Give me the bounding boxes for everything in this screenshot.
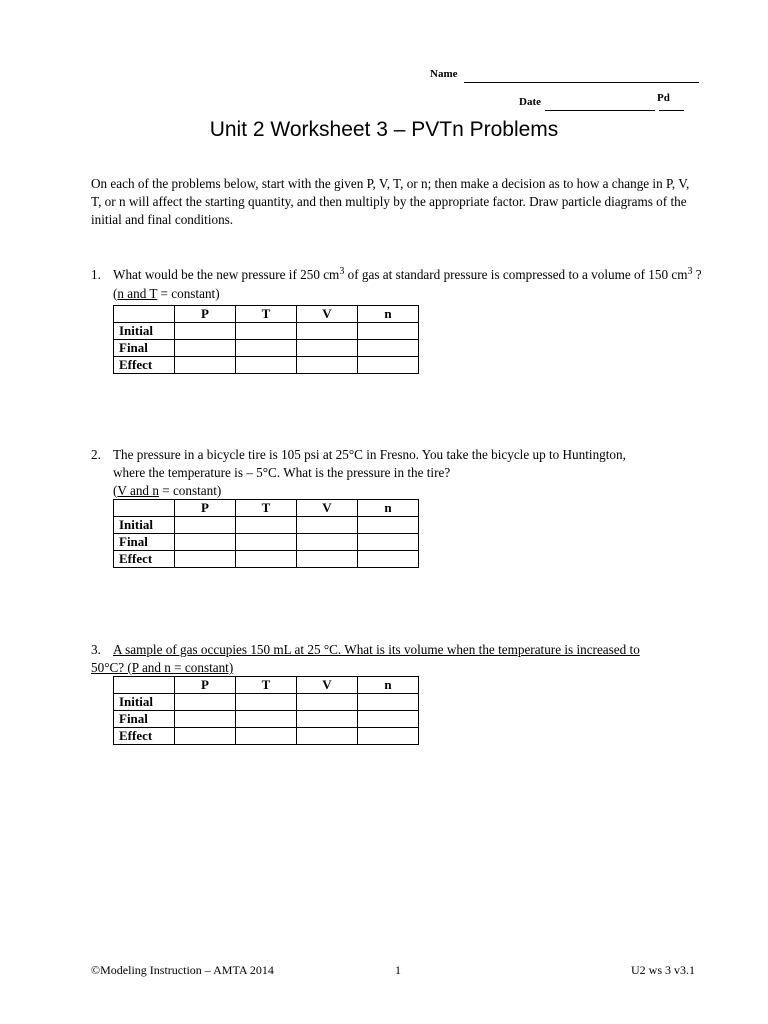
row-initial: Initial (114, 694, 175, 711)
instructions: On each of the problems below, start with the given P, V, T, or n; then make a decision as to how a change in P, V, T, or n will affect the starting quantity, and then multiply by the appropriate factor. Draw particle diagrams of the initial and final conditions. (91, 176, 690, 227)
table-row (114, 357, 419, 374)
pvtn-table-3 (113, 676, 419, 745)
row-initial: Initial (114, 517, 175, 534)
col-p: P (175, 306, 236, 323)
cell-input[interactable] (358, 711, 419, 728)
cell-input[interactable] (175, 517, 236, 534)
cell-input[interactable] (236, 323, 297, 340)
table-row (114, 534, 419, 551)
problem-text: What would be the new pressure if 250 $cm^3$ of gas at standard pressure is compressed to a volume of 150 $cm^3$ ? (n and T = constant) (113, 266, 702, 301)
page-title: Unit 2 Worksheet 3 – PVTn Problems (209, 118, 559, 141)
cell-input[interactable] (297, 551, 358, 568)
name-row (430, 64, 702, 83)
footer-right: U2 ws 3 v3.1 (631, 963, 696, 977)
cell-input[interactable] (297, 711, 358, 728)
col-v: V (297, 306, 358, 323)
col-t: T (236, 500, 297, 517)
problem-text: The pressure in a bicycle tire is 105 psi at 25°C in Fresno. You take the bicycle up to Huntington, where the temperature is – 5°C. What is the pressure in the tire? (V and n = constant) (113, 447, 626, 498)
row-final: Final (114, 534, 175, 551)
row-final: Final (114, 711, 175, 728)
cell-input[interactable] (297, 534, 358, 551)
cell-input[interactable] (175, 728, 236, 745)
problem-number: 1. (91, 267, 101, 282)
cell-input[interactable] (358, 357, 419, 374)
cell-input[interactable] (236, 534, 297, 551)
cell-input[interactable] (358, 694, 419, 711)
cell-input[interactable] (175, 694, 236, 711)
cell-input[interactable] (175, 551, 236, 568)
cell-input[interactable] (236, 517, 297, 534)
row-effect: Effect (114, 728, 175, 745)
cell-input[interactable] (236, 694, 297, 711)
col-n: n (358, 677, 419, 694)
cell-input[interactable] (175, 340, 236, 357)
table-row (114, 340, 419, 357)
col-n: n (358, 500, 419, 517)
col-v: V (297, 500, 358, 517)
problem-2 (91, 446, 711, 500)
cell-input[interactable] (236, 551, 297, 568)
col-n: n (358, 306, 419, 323)
problem-number: 3. (91, 642, 101, 657)
name-line (464, 64, 699, 83)
pd-label: Pd (657, 92, 670, 104)
row-final: Final (114, 340, 175, 357)
page-number: 1 (395, 963, 401, 977)
col-t: T (236, 306, 297, 323)
name-label: Name (430, 68, 458, 80)
table-row (114, 694, 419, 711)
cell-input[interactable] (175, 711, 236, 728)
problem-number: 2. (91, 447, 101, 462)
cell-input[interactable] (175, 534, 236, 551)
cell-input[interactable] (297, 728, 358, 745)
cell-input[interactable] (358, 517, 419, 534)
row-effect: Effect (114, 551, 175, 568)
col-t: T (236, 677, 297, 694)
footer-left: ©Modeling Instruction – AMTA 2014 (91, 963, 274, 977)
problem-text: 3. A sample of gas occupies 150 mL at 25 °C. What is its volume when the temperature is increased to 50°C? (P and n = constant) (91, 642, 640, 675)
row-effect: Effect (114, 357, 175, 374)
table-row (114, 551, 419, 568)
col-v: V (297, 677, 358, 694)
cell-input[interactable] (297, 694, 358, 711)
cell-input[interactable] (175, 357, 236, 374)
date-label: Date (519, 96, 541, 108)
cell-input[interactable] (358, 323, 419, 340)
cell-input[interactable] (358, 340, 419, 357)
cell-input[interactable] (236, 357, 297, 374)
cell-input[interactable] (297, 517, 358, 534)
table-header-row (114, 306, 419, 323)
cell-input[interactable] (297, 357, 358, 374)
cell-input[interactable] (358, 728, 419, 745)
table-row (114, 711, 419, 728)
table-row (114, 728, 419, 745)
pvtn-table-1 (113, 305, 419, 374)
problem-3 (91, 641, 711, 677)
problem-1 (91, 265, 711, 303)
pvtn-table-2 (113, 499, 419, 568)
cell-input[interactable] (236, 340, 297, 357)
cell-input[interactable] (236, 728, 297, 745)
col-p: P (175, 500, 236, 517)
date-line (545, 92, 655, 111)
table-header-row (114, 677, 419, 694)
cell-input[interactable] (236, 711, 297, 728)
table-header-row (114, 500, 419, 517)
col-p: P (175, 677, 236, 694)
table-row (114, 323, 419, 340)
cell-input[interactable] (297, 340, 358, 357)
table-row (114, 517, 419, 534)
row-initial: Initial (114, 323, 175, 340)
date-row (519, 92, 702, 111)
cell-input[interactable] (297, 323, 358, 340)
cell-input[interactable] (175, 323, 236, 340)
cell-input[interactable] (358, 551, 419, 568)
cell-input[interactable] (358, 534, 419, 551)
